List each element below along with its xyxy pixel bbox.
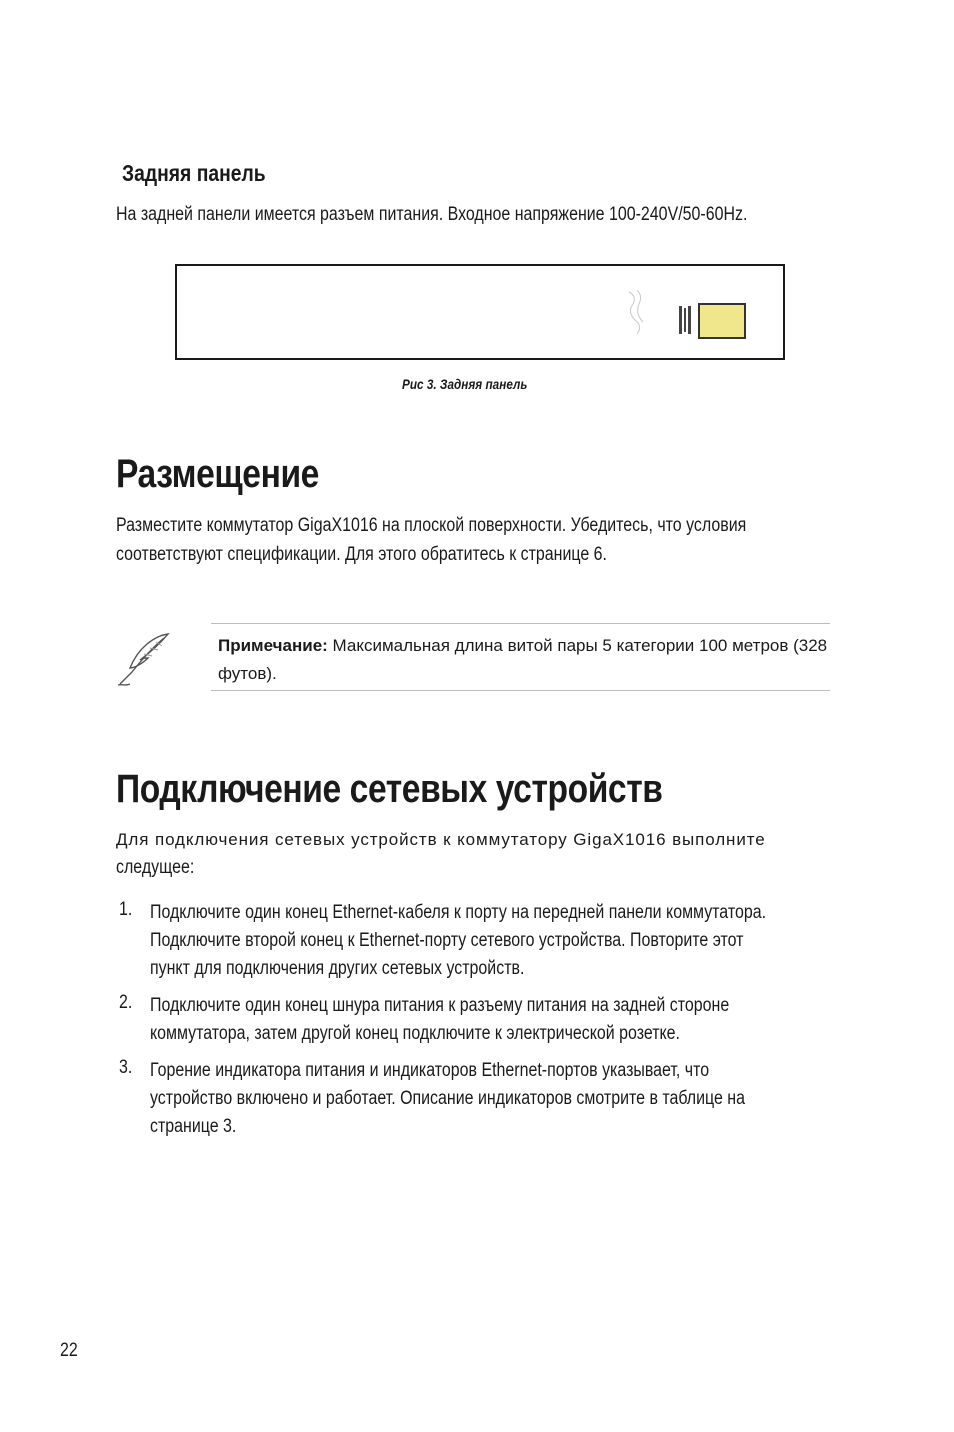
power-socket-icon: [698, 303, 746, 339]
note-top-rule: [211, 623, 830, 624]
step-3-text: Горение индикатора питания и индикаторов Ethernet-портов указывает, что устройство включено и работает. Описание индикаторов смотрите в таблице на странице 3.: [150, 1060, 745, 1137]
step-2-text: Подключите один конец шнура питания к разъему питания на задней стороне коммутатора, затем другой конец подключите к электрической розетке.: [150, 995, 730, 1044]
section-heading-placement: Размещение: [116, 452, 319, 496]
feather-pen-icon: [112, 628, 176, 690]
note-label: Примечание:: [218, 636, 328, 655]
rear-panel-figure: [175, 264, 785, 360]
page-number: 22: [60, 1340, 78, 1361]
step-1-number: 1.: [119, 899, 133, 920]
note-body: Максимальная длина витой пары 5 категории 100 метров (328 футов).: [218, 636, 828, 683]
step-1-text: Подключите один конец Ethernet-кабеля к порту на передней панели коммутатора. Подключите второй конец к Ethernet-порту сетевого устройства. Повторите этот пункт для подключения других сетевых устройств.: [150, 902, 767, 979]
voltage-label-text-mark: [677, 304, 695, 338]
connect-intro-line-2: следущее:: [116, 857, 195, 878]
figure-caption: Рис 3. Задняя панель: [402, 376, 528, 392]
placement-line-2: соответствуют спецификации. Для этого обратитесь к странице 6.: [116, 544, 607, 565]
rear-panel-text: На задней панели имеется разъем питания. Входное напряжение 100-240V/50-60Hz.: [116, 204, 748, 225]
section-heading-connect: Подключение сетевых устройств: [116, 767, 663, 811]
section-heading-rear-panel: Задняя панель: [122, 160, 266, 186]
note-bottom-rule: [211, 690, 830, 691]
placement-line-1: Разместите коммутатор GigaX1016 на плоской поверхности. Убедитесь, что условия: [116, 515, 747, 536]
connect-intro-line-1: Для подключения сетевых устройств к коммутатору GigaX1016 выполните: [116, 830, 766, 849]
step-2-number: 2.: [119, 992, 133, 1013]
power-label-marks: [623, 288, 663, 340]
note-text: [218, 632, 830, 688]
step-3-number: 3.: [119, 1057, 133, 1078]
